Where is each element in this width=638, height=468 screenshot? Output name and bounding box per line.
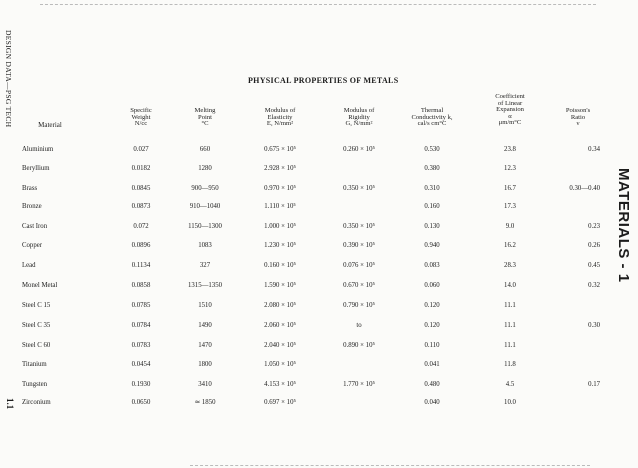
row-label: Zirconium (22, 399, 51, 406)
table-cell: 11.8 (504, 361, 516, 368)
page-title: PHYSICAL PROPERTIES OF METALS (248, 76, 399, 85)
table-cell: 1470 (198, 342, 212, 349)
table-cell: 0.480 (424, 381, 440, 388)
column-header-line: μm/m°C (498, 119, 522, 127)
row-label: Steel C 35 (22, 322, 51, 329)
table-cell: 0.34 (588, 146, 600, 153)
table-cell: 0.1134 (131, 262, 151, 269)
table-cell: 0.0858 (131, 282, 151, 289)
bottom-rule (190, 465, 590, 466)
table-cell: 1.110 × 10⁵ (264, 203, 296, 210)
table-cell: 0.310 (424, 185, 440, 192)
table-cell: 0.0650 (131, 399, 151, 406)
row-label: Beryllium (22, 165, 50, 172)
table-cell: 2.928 × 10⁵ (264, 165, 296, 172)
table-cell: 0.110 (424, 342, 440, 349)
table-cell: 2.060 × 10⁵ (264, 322, 296, 329)
table-cell: 0.027 (133, 146, 149, 153)
column-header-line: Poisson's (565, 107, 591, 114)
table-cell: 2.080 × 10⁵ (264, 302, 296, 309)
column-header-expansion (495, 94, 525, 127)
table-cell: 0.670 × 10⁵ (343, 282, 375, 289)
table-cell: 0.0873 (131, 203, 151, 210)
column-header-line: Rigidity (348, 113, 370, 121)
table-cell: 0.160 × 10⁵ (264, 262, 296, 269)
table-cell: 0.0182 (131, 165, 151, 172)
table-cell: 1510 (198, 302, 212, 309)
column-header-line: Thermal (420, 107, 444, 114)
table-cell: 0.32 (588, 282, 600, 289)
table-cell: 17.3 (504, 203, 516, 210)
column-header-line: G, N/mm² (345, 120, 373, 128)
row-label: Brass (22, 185, 38, 192)
table-cell: 0.120 (424, 302, 440, 309)
table-cell: 0.30 (588, 322, 600, 329)
row-label: Steel C 60 (22, 342, 51, 349)
table-cell: 1315—1350 (188, 282, 222, 289)
table-cell: 0.890 × 10⁵ (343, 342, 375, 349)
row-label: Copper (22, 242, 43, 249)
table-cell: 4.5 (505, 381, 515, 388)
table-cell: 910—1040 (189, 203, 221, 210)
table-cell: 0.23 (588, 223, 600, 230)
table-cell: 0.30—0.40 (569, 185, 600, 192)
column-header-line: cal/s cm°C (417, 120, 447, 128)
table-cell: 2.040 × 10⁵ (264, 342, 296, 349)
table-cell: 1.590 × 10⁵ (264, 282, 296, 289)
table-cell: 16.2 (504, 242, 516, 249)
row-label: Cast Iron (22, 223, 48, 230)
table-cell: 0.26 (588, 242, 600, 249)
row-label: Tungsten (22, 381, 48, 388)
row-label: Titanium (22, 361, 47, 368)
table-cell: 0.040 (424, 399, 440, 406)
column-header-line: Point (198, 113, 212, 121)
table-cell: 0.530 (424, 146, 440, 153)
column-header-line: Specific (130, 107, 152, 114)
table-cell: 0.060 (424, 282, 440, 289)
column-header-line: Coefficient (495, 93, 525, 100)
column-header-line: Ratio (570, 113, 586, 121)
table-cell: 0.350 × 10⁵ (343, 185, 375, 192)
table-cell: 0.0896 (131, 242, 151, 249)
table-cell: 0.072 (133, 223, 149, 230)
table-cell: 16.7 (504, 185, 516, 192)
column-header-line: Elasticity (267, 113, 293, 121)
table-cell: 23.8 (504, 146, 516, 153)
table-cell: 1.770 × 10⁵ (343, 381, 375, 388)
column-header-poisson (566, 108, 590, 128)
table-cell: 1150—1300 (188, 223, 222, 230)
table-cell: 0.260 × 10⁵ (343, 146, 375, 153)
table-cell: 0.17 (588, 381, 600, 388)
table-cell: 0.380 (424, 165, 440, 172)
table-cell: ≃ 1850 (194, 399, 216, 406)
column-header-material (38, 122, 62, 129)
row-label: Aluminium (22, 146, 54, 153)
column-header-line: N/cc (134, 120, 148, 128)
table-cell: 0.0784 (131, 322, 151, 329)
table-cell: to (356, 322, 362, 329)
table-cell: 3410 (198, 381, 212, 388)
column-header-line: Weight (131, 113, 151, 121)
table-cell: 11.1 (504, 342, 516, 349)
table-cell: 1280 (198, 165, 212, 172)
column-header-line: of Linear (497, 99, 523, 107)
table-cell: 28.3 (504, 262, 516, 269)
column-header-rigidity (344, 108, 375, 128)
table-cell: 0.970 × 10⁵ (264, 185, 296, 192)
row-label: Bronze (22, 203, 42, 210)
page-number: 1.1 (5, 398, 15, 410)
table-cell: 9.0 (505, 223, 515, 230)
section-tab: MATERIALS - 1 (615, 168, 632, 283)
row-label: Monel Metal (22, 282, 58, 289)
column-header-line: °C (201, 120, 209, 128)
table-cell: 0.390 × 10⁵ (343, 242, 375, 249)
column-header-line: Melting (194, 107, 216, 114)
table-cell: 900—950 (191, 185, 219, 192)
table-cell: 0.940 (424, 242, 440, 249)
table-cell: 14.0 (504, 282, 516, 289)
table-cell: 0.1930 (131, 381, 151, 388)
table-cell: 0.160 (424, 203, 440, 210)
running-head: DESIGN DATA—PSG TECH (4, 30, 13, 128)
table-cell: 1.050 × 10⁵ (264, 361, 296, 368)
row-label: Steel C 15 (22, 302, 51, 309)
column-header-line: Modulus of (343, 107, 375, 114)
table-cell: 11.1 (504, 322, 516, 329)
table-cell: 10.0 (504, 399, 516, 406)
table-cell: 0.697 × 10⁵ (264, 399, 296, 406)
table-cell: 1800 (198, 361, 212, 368)
table-cell: 0.790 × 10⁵ (343, 302, 375, 309)
column-header-melting (195, 108, 216, 128)
column-header-line: ν (576, 120, 580, 128)
table-cell: 0.350 × 10⁵ (343, 223, 375, 230)
table-cell: 12.3 (504, 165, 516, 172)
table-cell: 0.0845 (131, 185, 151, 192)
table-cell: 0.45 (588, 262, 600, 269)
table-cell: 1083 (198, 242, 212, 249)
table-cell: 0.083 (424, 262, 440, 269)
table-cell: 0.076 × 10⁵ (343, 262, 375, 269)
table-cell: 660 (199, 146, 211, 153)
column-header-line: Expansion (496, 106, 524, 114)
row-label: Lead (22, 262, 36, 269)
column-header-line: E, N/mm² (266, 120, 294, 128)
table-cell: 11.1 (504, 302, 516, 309)
table-cell: 0.120 (424, 322, 440, 329)
column-header-line: Modulus of (264, 107, 296, 114)
table-cell: 1490 (198, 322, 212, 329)
column-header-line: α (508, 112, 512, 120)
table-cell: 0.130 (424, 223, 440, 230)
column-header-line: Conductivity k, (411, 113, 453, 121)
table-cell: 0.675 × 10⁵ (264, 146, 296, 153)
column-header-weight (130, 108, 152, 128)
column-header-elasticity (265, 108, 296, 128)
table-cell: 1.230 × 10⁵ (264, 242, 296, 249)
table-cell: 0.041 (424, 361, 440, 368)
table-cell: 0.0783 (131, 342, 151, 349)
table-cell: 4.153 × 10⁵ (264, 381, 296, 388)
column-header-thermal (411, 108, 452, 128)
table-cell: 1.000 × 10⁵ (264, 223, 296, 230)
table-cell: 0.0454 (131, 361, 151, 368)
table-cell: 0.0785 (131, 302, 151, 309)
table-cell: 327 (199, 262, 211, 269)
column-header-line: Material (38, 121, 62, 129)
